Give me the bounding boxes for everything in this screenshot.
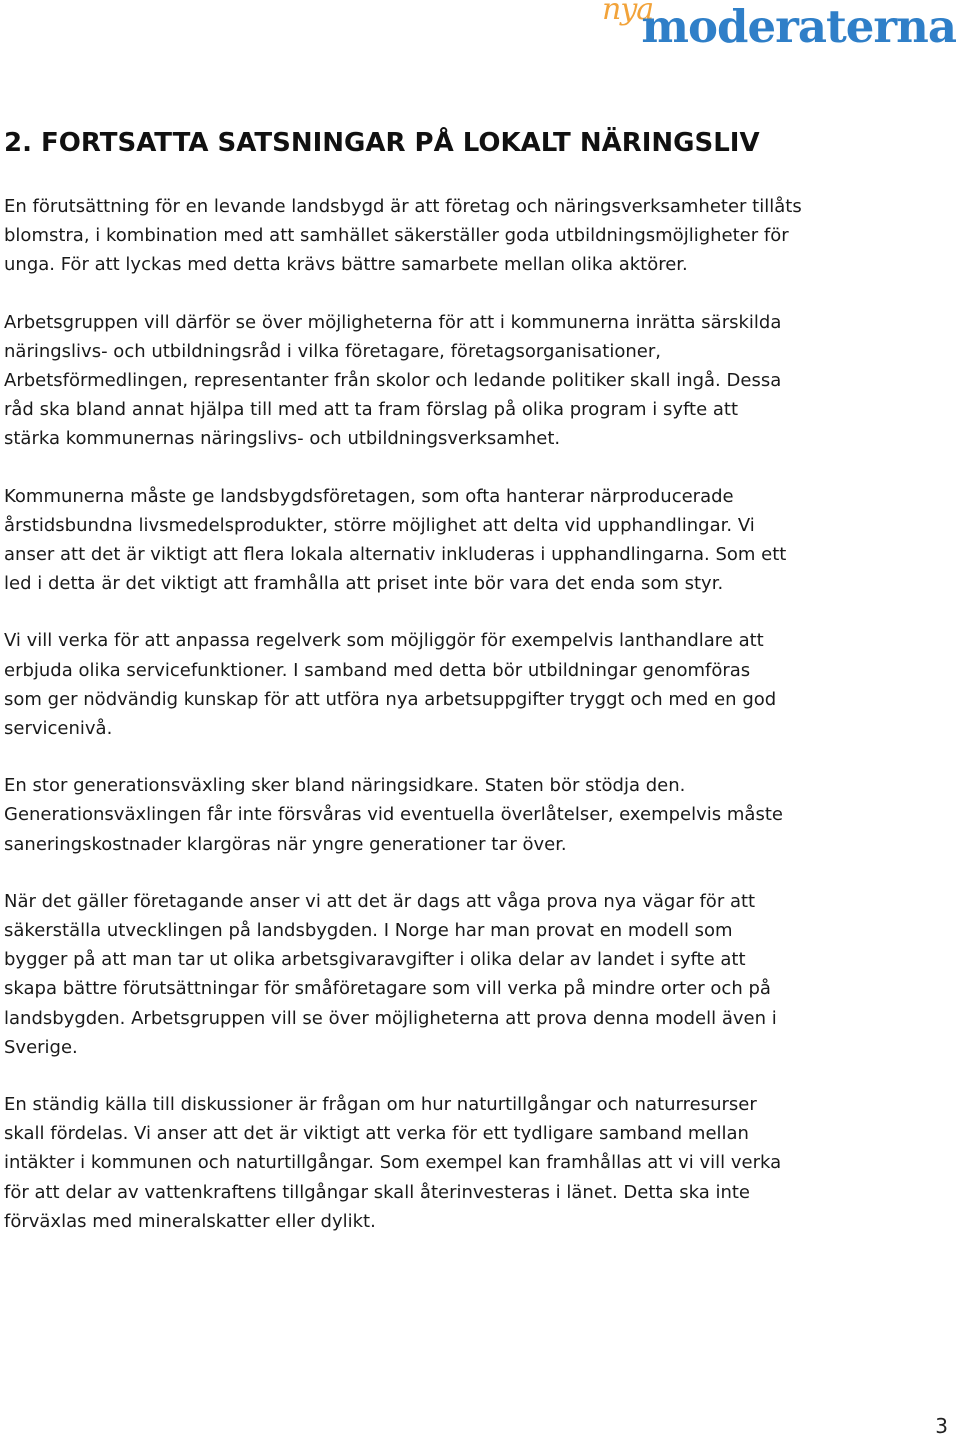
- paragraph-1: [4, 192, 940, 280]
- text-line: Vi vill verka för att anpassa regelverk som möjliggör för exempelvis lanthandlare att: [4, 630, 764, 652]
- paragraph-5: [4, 771, 940, 859]
- paragraph-6: [4, 887, 940, 1062]
- logo-prefix: nya: [602, 0, 654, 27]
- paragraph-4: [4, 626, 940, 743]
- logo-name: moderaterna: [641, 0, 956, 53]
- text-line: led i detta är det viktigt att framhålla att priset inte bör vara det enda som styr.: [4, 573, 724, 595]
- text-line: stärka kommunernas näringslivs- och utbildningsverksamhet.: [4, 428, 561, 450]
- text-line: Generationsväxlingen får inte försvåras vid eventuella överlåtelser, exempelvis måste: [4, 804, 783, 826]
- text-line: unga. För att lyckas med detta krävs bättre samarbete mellan olika aktörer.: [4, 254, 688, 276]
- paragraph-3: [4, 482, 940, 599]
- text-line: Kommunerna måste ge landsbygdsföretagen, som ofta hanterar närproducerade: [4, 485, 734, 507]
- text-line: för att delar av vattenkraftens tillgångar skall återinvesteras i länet. Detta ska inte: [4, 1181, 750, 1203]
- text-line: bygger på att man tar ut olika arbetsgivaravgifter i olika delar av landet i syfte att: [4, 949, 746, 971]
- text-line: skall fördelas. Vi anser att det är viktigt att verka för ett tydligare samband mellan: [4, 1123, 749, 1145]
- text-line: årstidsbundna livsmedelsprodukter, större möjlighet att delta vid upphandlingar. Vi: [4, 514, 755, 536]
- text-line: landsbygden. Arbetsgruppen vill se över möjligheterna att prova denna modell även i: [4, 1007, 777, 1029]
- text-line: saneringskostnader klargöras när yngre generationer tar över.: [4, 833, 567, 855]
- document-body: [4, 192, 940, 1264]
- text-line: När det gäller företagande anser vi att det är dags att våga prova nya vägar för att: [4, 890, 756, 912]
- text-line: råd ska bland annat hjälpa till med att ta fram förslag på olika program i syfte att: [4, 399, 739, 421]
- text-line: säkerställa utvecklingen på landsbygden. I Norge har man provat en modell som: [4, 920, 733, 942]
- text-line: skapa bättre förutsättningar för småföretagare som vill verka på mindre orter och på: [4, 978, 771, 1000]
- paragraph-7: [4, 1090, 940, 1236]
- section-heading: 2. FORTSATTA SATSNINGAR PÅ LOKALT NÄRINGSLIV: [4, 128, 760, 158]
- text-line: Arbetsförmedlingen, representanter från skolor och ledande politiker skall ingå. Dessa: [4, 370, 782, 392]
- text-line: Arbetsgruppen vill därför se över möjligheterna för att i kommunerna inrätta särskilda: [4, 311, 782, 333]
- text-line: Sverige.: [4, 1036, 78, 1058]
- text-line: erbjuda olika servicefunktioner. I samband med detta bör utbildningar genomföras: [4, 659, 751, 681]
- text-line: anser att det är viktigt att flera lokala alternativ inkluderas i upphandlingarna. Som ett: [4, 544, 787, 566]
- text-line: förväxlas med mineralskatter eller dylikt.: [4, 1210, 376, 1232]
- text-line: näringslivs- och utbildningsråd i vilka företagare, företagsorganisationer,: [4, 340, 661, 362]
- moderaterna-logo: [596, 0, 956, 56]
- text-line: En förutsättning för en levande landsbygd är att företag och näringsverksamheter tillåts: [4, 196, 802, 217]
- paragraph-2: [4, 308, 940, 454]
- text-line: En stor generationsväxling sker bland näringsidkare. Staten bör stödja den.: [4, 775, 686, 797]
- text-line: En ständig källa till diskussioner är frågan om hur naturtillgångar och naturresurser: [4, 1094, 757, 1116]
- text-line: som ger nödvändig kunskap för att utföra nya arbetsuppgifter tryggt och med en god: [4, 688, 777, 710]
- page-number: 3: [935, 1414, 948, 1438]
- text-line: blomstra, i kombination med att samhället säkerställer goda utbildningsmöjligheter för: [4, 225, 789, 247]
- text-line: intäkter i kommunen och naturtillgångar. Som exempel kan framhållas att vi vill verka: [4, 1152, 782, 1174]
- text-line: servicenivå.: [4, 718, 113, 740]
